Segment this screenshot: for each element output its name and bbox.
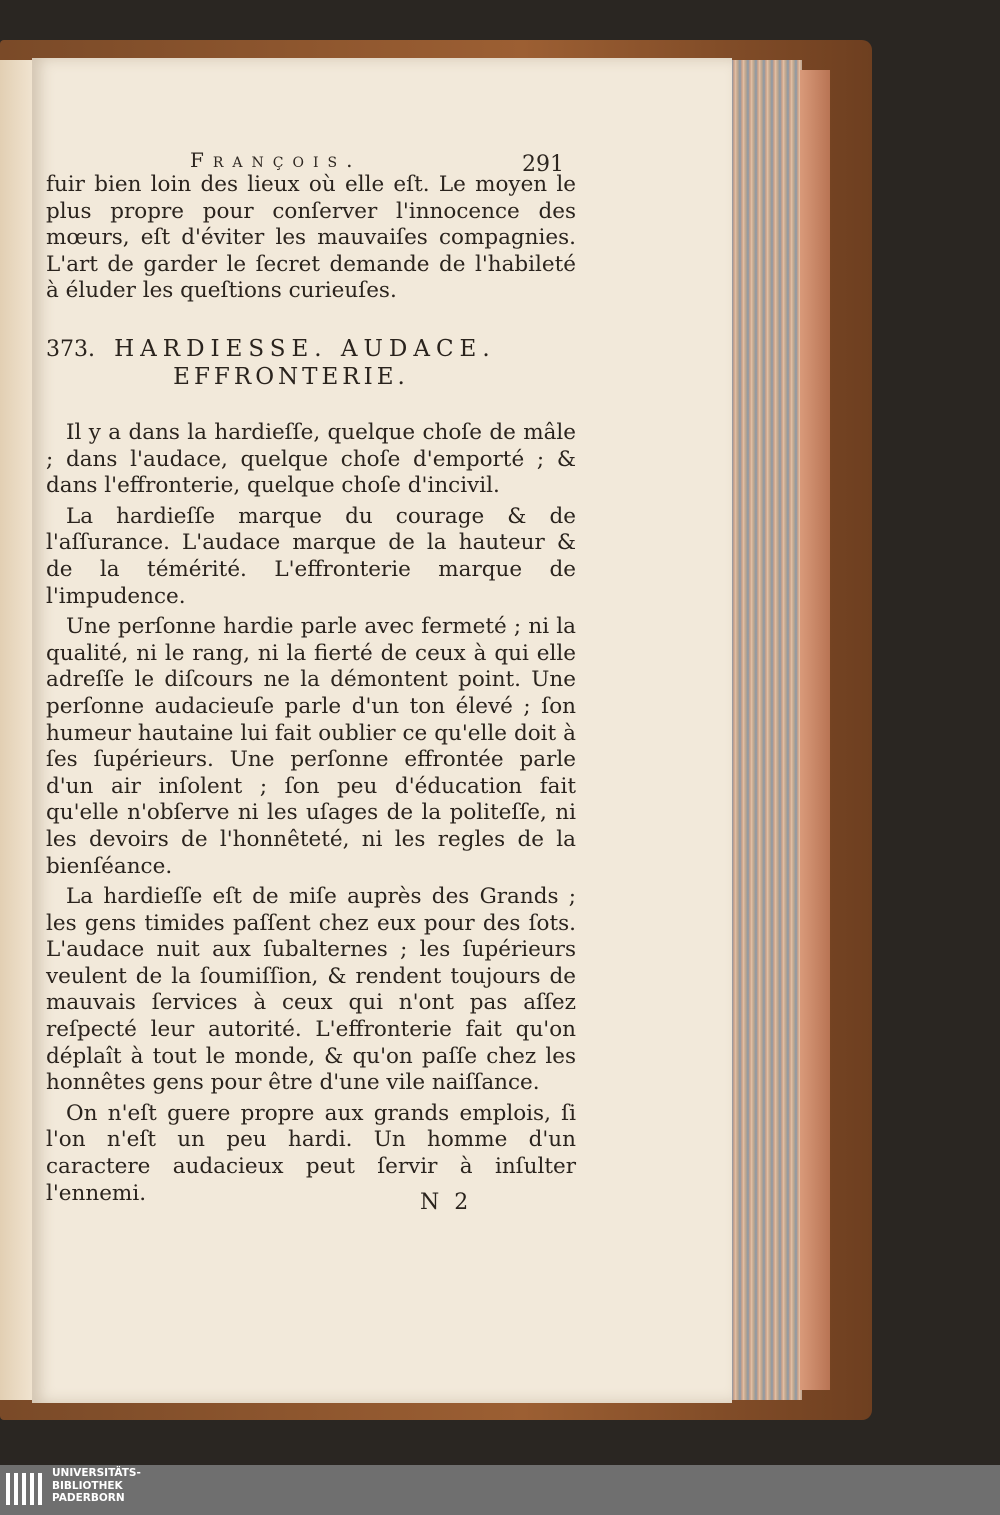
page-number: 291 (522, 152, 564, 177)
signature-mark: N 2 (420, 1190, 473, 1215)
library-logo-icon (6, 1469, 46, 1509)
section-heading (46, 336, 576, 390)
library-name (52, 1467, 141, 1505)
running-head: François. (190, 148, 362, 172)
intro-paragraph (46, 172, 576, 305)
intro-text: fuir bien loin des lieux où elle eſt. Le moyen le plus propre pour conſerver l'innocence des mœurs, eſt d'éviter les mauvaiſes compagnies. L'art de garder le ſecret demande de l'habileté à éluder les queſtions curieuſes. (46, 172, 576, 304)
section-body (46, 420, 576, 1211)
section-number: 373. (46, 337, 95, 362)
library-name-line1: UNIVERSITÄTS- (52, 1467, 141, 1479)
paragraph-1: Il y a dans la hardieſſe, quelque choſe de mâle ; dans l'audace, quelque choſe d'emporté ; & dans l'effronterie, quelque choſe d'incivil. (46, 420, 576, 499)
facing-page-edge (0, 60, 32, 1400)
cover-edge (800, 70, 830, 1390)
paragraph-3: Une perſonne hardie parle avec fermeté ; ni la qualité, ni le rang, ni la fierté de ceux à qui elle adreſſe le diſcours ne la démontent point. Une perſonne audacieuſe parle d'un ton élevé ; ſon humeur hautaine lui fait oublier ce qu'elle doit à ſes ſupérieurs. Une perſonne effrontée parle d'un air inſolent ; ſon peu d'éducation fait qu'elle n'obſerve ni les uſages de la politeſſe, ni les devoirs de l'honnêteté, ni les regles de la bienſéance. (46, 614, 576, 879)
library-name-line3: PADERBORN (52, 1492, 125, 1504)
paragraph-5: On n'eſt guere propre aux grands emplois, ſi l'on n'eſt un peu hardi. Un homme d'un caractere audacieux peut ſervir à inſulter l'ennemi. (46, 1100, 576, 1206)
library-name-line2: BIBLIOTHEK (52, 1479, 123, 1492)
section-title-line1: HARDIESSE. AUDACE. (114, 336, 496, 362)
library-footer (0, 1465, 1000, 1515)
paragraph-2: La hardieſſe marque du courage & de l'aſſurance. L'audace marque de la hauteur & de la témérité. L'effronterie marque de l'impudence. (46, 503, 576, 609)
section-title-line2: EFFRONTERIE. (173, 364, 409, 390)
paragraph-4: La hardieſſe eſt de miſe auprès des Grands ; les gens timides paſſent chez eux pour des ſots. L'audace nuit aux ſubalternes ; les ſupérieurs veulent de la ſoumiſſion, & rendent toujours de mauvais ſervices à ceux qui n'ont pas aſſez reſpecté leur autorité. L'effronterie fait qu'on déplaît à tout le monde, & qu'on paſſe chez les honnêtes gens pour être d'une vile naiſſance. (46, 884, 576, 1096)
